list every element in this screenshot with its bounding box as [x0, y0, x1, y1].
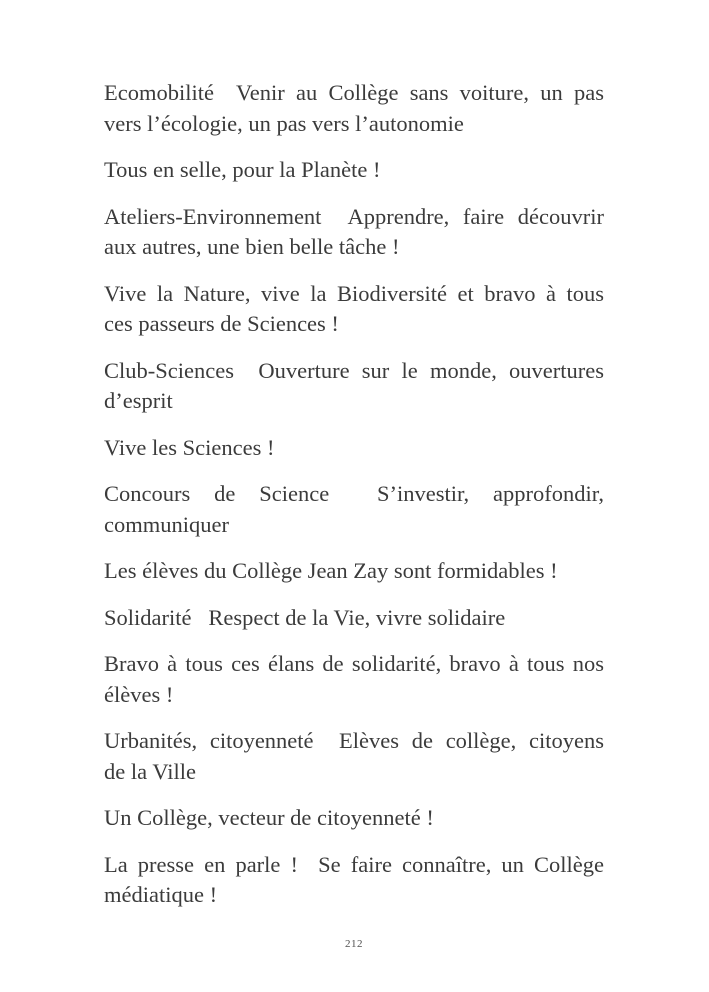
- text-line: Concours de Science S’investir, approfondir,: [104, 481, 604, 506]
- paragraph-solidarite: [104, 603, 604, 634]
- paragraph-club-sciences: [104, 356, 604, 417]
- text-line: Urbanités, citoyenneté Elèves de collège, citoyens: [104, 728, 604, 753]
- paragraph-vive-les-sciences: [104, 433, 604, 464]
- text-line: communiquer: [104, 511, 229, 537]
- text-line: Tous en selle, pour la Planète !: [104, 157, 381, 182]
- text-line: Bravo à tous ces élans de solidarité, bravo à tous nos: [104, 651, 604, 676]
- paragraph-presse-en-parle: [104, 850, 604, 911]
- paragraph-ateliers-environnement: [104, 202, 604, 263]
- text-line: Ecomobilité Venir au Collège sans voiture, un pas: [104, 80, 604, 105]
- text-line: Ateliers-Environnement Apprendre, faire découvrir: [104, 203, 604, 229]
- text-line: de la Ville: [104, 758, 196, 784]
- paragraph-concours-de-science: [104, 479, 604, 540]
- text-line: Club-Sciences Ouverture sur le monde, ouvertures: [104, 357, 604, 383]
- paragraph-urbanites-citoyennete: [104, 726, 604, 787]
- page-content: [104, 78, 604, 927]
- text-line: ces passeurs de Sciences !: [104, 311, 339, 336]
- page-number: 212: [345, 938, 363, 950]
- paragraph-vive-la-nature: [104, 279, 604, 340]
- text-line: Un Collège, vecteur de citoyenneté !: [104, 805, 434, 830]
- paragraph-college-vecteur: [104, 803, 604, 834]
- text-line: Vive la Nature, vive la Biodiversité et bravo à tous: [104, 280, 604, 306]
- text-line: vers l’écologie, un pas vers l’autonomie: [104, 110, 464, 136]
- text-line: élèves !: [104, 681, 174, 707]
- text-line: médiatique !: [104, 882, 218, 907]
- text-line: Solidarité Respect de la Vie, vivre solidaire: [104, 604, 506, 630]
- text-line: Les élèves du Collège Jean Zay sont formidables !: [104, 558, 558, 583]
- paragraph-eleves-formidables: [104, 556, 604, 587]
- paragraph-tous-en-selle: [104, 155, 604, 186]
- text-line: La presse en parle ! Se faire connaître, un Collège: [104, 851, 604, 877]
- paragraph-ecomobilite: [104, 78, 604, 139]
- paragraph-bravo-elans: [104, 649, 604, 710]
- text-line: aux autres, une bien belle tâche !: [104, 234, 400, 259]
- text-line: Vive les Sciences !: [104, 434, 275, 460]
- text-line: d’esprit: [104, 388, 173, 413]
